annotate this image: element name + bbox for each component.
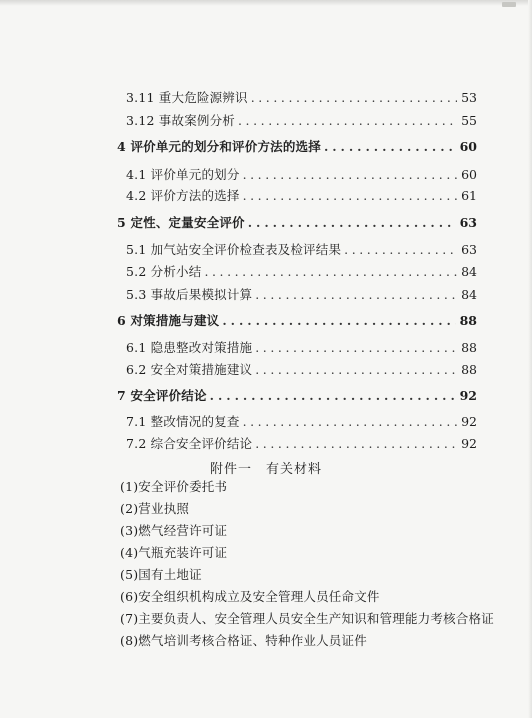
appendix-item: (3)燃气经营许可证 (120, 523, 228, 538)
toc-leader-dots (248, 215, 456, 230)
appendix-item: (1)安全评价委托书 (120, 479, 228, 494)
toc-entry-label: 7.2 综合安全评价结论 (126, 436, 253, 451)
toc-leader-dots (238, 113, 457, 128)
toc-chapter[interactable] (117, 213, 477, 231)
appendix-item: (5)国有土地证 (120, 567, 202, 582)
toc-chapter-label: 6 对策措施与建议 (117, 313, 220, 328)
toc-entry-page: 84 (461, 264, 477, 279)
toc-chapter-page: 60 (459, 139, 477, 154)
appendix-item: (2)营业执照 (120, 501, 190, 516)
toc-entry-page: 88 (461, 362, 477, 377)
toc-leader-dots (251, 90, 457, 105)
toc-chapter-page: 88 (459, 313, 477, 328)
appendix-item: (6)安全组织机构成立及安全管理人员任命文件 (120, 589, 380, 604)
appendix-item: (8)燃气培训考核合格证、特种作业人员证件 (120, 633, 367, 648)
toc-leader-dots (324, 139, 456, 154)
appendix-title: 附件一 有关材料 (209, 462, 322, 477)
page-right-edge (528, 0, 532, 718)
page-top-edge (0, 0, 532, 6)
toc-entry-label: 6.2 安全对策措施建议 (126, 362, 253, 377)
toc-chapter-page: 63 (459, 215, 477, 230)
toc-entry[interactable] (126, 285, 477, 303)
toc-leader-dots (204, 264, 457, 279)
toc-entry-page: 84 (461, 287, 477, 302)
toc-entry-page: 63 (461, 242, 477, 257)
toc-entry-page: 88 (461, 340, 477, 355)
toc-entry-label: 5.1 加气站安全评价检查表及检评结果 (126, 242, 342, 257)
toc-leader-dots (210, 388, 456, 403)
toc-entry-page: 92 (461, 414, 477, 429)
toc-leader-dots (222, 313, 455, 328)
toc-entry-page: 55 (461, 113, 477, 128)
toc-entry[interactable] (126, 434, 477, 452)
toc-entry[interactable] (126, 165, 477, 183)
appendix-item: (4)气瓶充装许可证 (120, 545, 228, 560)
toc-leader-dots (255, 287, 457, 302)
toc-entry-page: 61 (461, 188, 477, 203)
toc-entry-page: 53 (461, 90, 477, 105)
toc-entry-label: 3.12 事故案例分析 (126, 113, 236, 128)
toc-chapter-page: 92 (459, 388, 477, 403)
toc-entry[interactable] (126, 111, 477, 129)
toc-entry-label: 4.2 评价方法的选择 (126, 188, 240, 203)
scan-corner-mark (502, 2, 516, 7)
toc-leader-dots (255, 362, 457, 377)
toc-entry[interactable] (126, 360, 477, 378)
toc-chapter-label: 7 安全评价结论 (117, 388, 207, 403)
appendix-item: (7)主要负责人、安全管理人员安全生产知识和管理能力考核合格证 (120, 611, 494, 626)
toc-entry-page: 60 (461, 167, 477, 182)
toc-leader-dots (344, 242, 457, 257)
toc-leader-dots (243, 167, 458, 182)
toc-entry-label: 5.3 事故后果模拟计算 (126, 287, 253, 302)
toc-chapter[interactable] (117, 311, 477, 329)
toc-entry[interactable] (126, 88, 477, 106)
toc-chapter-label: 4 评价单元的划分和评价方法的选择 (117, 139, 321, 154)
toc-leader-dots (243, 188, 458, 203)
toc-leader-dots (255, 436, 457, 451)
toc-entry[interactable] (126, 262, 477, 280)
toc-entry-page: 92 (461, 436, 477, 451)
toc-chapter[interactable] (117, 386, 477, 404)
toc-entry-label: 3.11 重大危险源辨识 (126, 90, 248, 105)
toc-leader-dots (255, 340, 457, 355)
toc-entry-label: 5.2 分析小结 (126, 264, 202, 279)
toc-entry[interactable] (126, 338, 477, 356)
toc-chapter[interactable] (117, 137, 477, 155)
toc-entry-label: 7.1 整改情况的复查 (126, 414, 240, 429)
toc-entry-label: 4.1 评价单元的划分 (126, 167, 240, 182)
toc-entry-label: 6.1 隐患整改对策措施 (126, 340, 253, 355)
toc-entry[interactable] (126, 412, 477, 430)
toc-entry[interactable] (126, 240, 477, 258)
toc-chapter-label: 5 定性、定量安全评价 (117, 215, 245, 230)
toc-entry[interactable] (126, 186, 477, 204)
toc-leader-dots (243, 414, 458, 429)
